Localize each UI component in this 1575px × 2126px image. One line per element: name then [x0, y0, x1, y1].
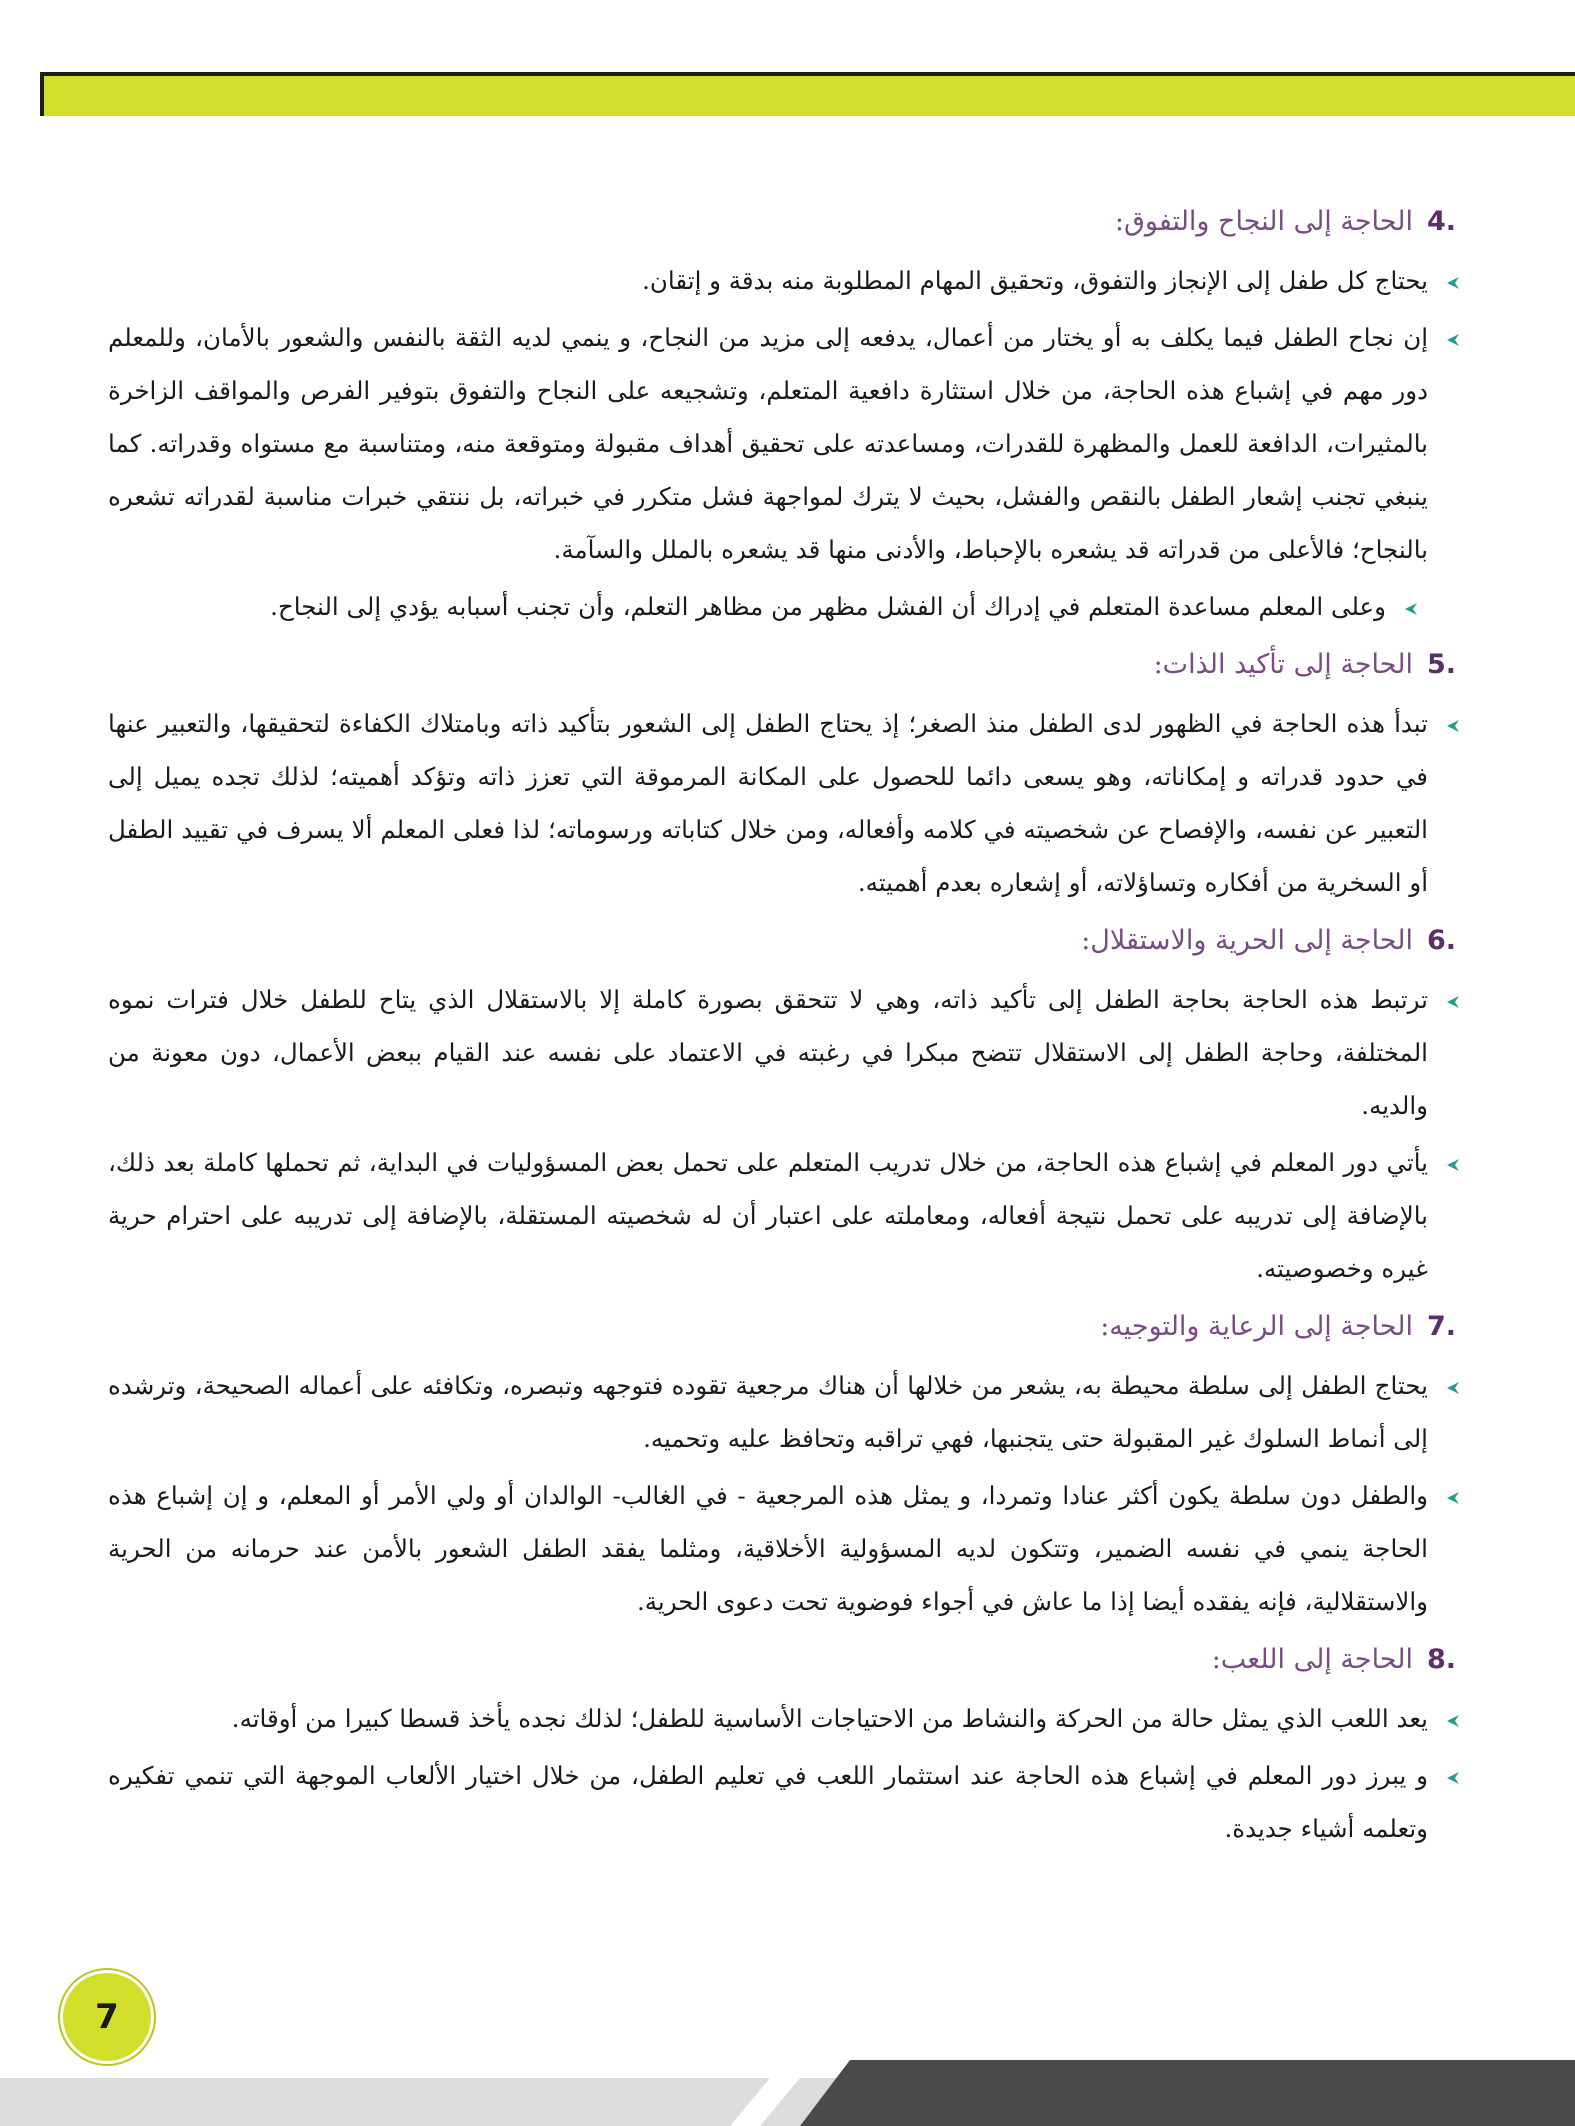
bullet-list: [108, 1359, 1468, 1628]
bullet-marker-icon: [1446, 1714, 1460, 1728]
section-title: الحاجة إلى تأكيد الذات:: [1153, 649, 1413, 680]
footer-decoration: [0, 2060, 1575, 2126]
section-title: الحاجة إلى النجاح والتفوق:: [1114, 206, 1413, 237]
bullet-item: [108, 1469, 1468, 1628]
bullet-marker-icon: [1446, 1381, 1460, 1395]
bullet-item: [108, 580, 1468, 633]
section-title: الحاجة إلى الحرية والاستقلال:: [1081, 925, 1413, 956]
section-title: الحاجة إلى الرعاية والتوجيه:: [1100, 1311, 1413, 1342]
bullet-item: [108, 973, 1468, 1132]
bullet-marker-icon: [1446, 333, 1460, 347]
bullet-marker-icon: [1446, 995, 1460, 1009]
section-title: الحاجة إلى اللعب:: [1211, 1644, 1413, 1675]
bullet-text: إن نجاح الطفل فيما يكلف به أو يختار من أعمال، يدفعه إلى مزيد من النجاح، و ينمي لديه الثقة بالنفس والشعور بالأمان، وللمعلم دور مهم في إشباع هذه الحاجة، من خلال استثارة دافعية المتعلم، وتشجيعه على النجاح والتفوق بتوفير الفرص والمواقف الزاخرة بالمثيرات، الدافعة للعمل والمظهرة للقدرات، ومساعدته على تحقيق أهداف مقبولة ومتوقعة منه، ومتناسبة مع مستواه وقدراته. كما ينبغي تجنب إشعار الطفل بالنقص والفشل، بحيث لا يترك لمواجهة فشل متكرر في خبراته، بل ننتقي خبرات مناسبة لقدراته تشعره بالنجاح؛ فالأعلى من قدراته قد يشعره بالإحباط، والأدنى منها قد يشعره بالملل والسآمة.: [108, 323, 1428, 564]
section-number: 7.: [1426, 1311, 1456, 1342]
bullet-marker-icon: [1404, 602, 1418, 616]
section-heading: [108, 198, 1468, 246]
bullet-item: [108, 311, 1468, 576]
bullet-item: [108, 1692, 1468, 1745]
bullet-text: ترتبط هذه الحاجة بحاجة الطفل إلى تأكيد ذاته، وهي لا تتحقق بصورة كاملة إلا بالاستقلال الذي يتاح للطفل خلال فترات نموه المختلفة، وحاجة الطفل إلى الاستقلال تتضح مبكرا في رغبته في الاعتماد على نفسه عند القيام ببعض الأعمال، دون معونة من والديه.: [108, 985, 1428, 1120]
bullet-list: [108, 1692, 1468, 1855]
bullet-marker-icon: [1446, 276, 1460, 290]
section-number: 5.: [1426, 649, 1456, 680]
bullet-list: [108, 697, 1468, 909]
bullet-item: [108, 1359, 1468, 1465]
bullet-text: وعلى المعلم مساعدة المتعلم في إدراك أن الفشل مظهر من مظاهر التعلم، وأن تجنب أسبابه يؤدي إلى النجاح.: [270, 592, 1386, 621]
bullet-marker-icon: [1446, 1158, 1460, 1172]
bullet-item: [108, 1136, 1468, 1295]
top-accent-bar: [40, 72, 1575, 116]
bullet-item: [108, 697, 1468, 909]
bullet-text: يحتاج الطفل إلى سلطة محيطة به، يشعر من خلالها أن هناك مرجعية تقوده فتوجهه وتبصره، وتكافئه على أعماله الصحيحة، وترشده إلى أنماط السلوك غير المقبولة حتى يتجنبها، فهي تراقبه وتحافظ عليه وتحميه.: [108, 1371, 1428, 1453]
bullet-marker-icon: [1446, 1771, 1460, 1785]
page-content: [108, 198, 1468, 1863]
bullet-list: [108, 973, 1468, 1295]
page-number-badge: 7: [60, 1970, 154, 2064]
section-number: 6.: [1426, 925, 1456, 956]
section-heading: [108, 1303, 1468, 1351]
bullet-text: يحتاج كل طفل إلى الإنجاز والتفوق، وتحقيق المهام المطلوبة منه بدقة و إتقان.: [642, 266, 1428, 295]
section-heading: [108, 641, 1468, 689]
section-number: 8.: [1426, 1644, 1456, 1675]
bullet-text: يأتي دور المعلم في إشباع هذه الحاجة، من خلال تدريب المتعلم على تحمل بعض المسؤوليات في البداية، ثم تحملها كاملة بعد ذلك، بالإضافة إلى تدريبه على تحمل نتيجة أفعاله، ومعاملته على اعتبار أن له شخصيته المستقلة، بالإضافة إلى تدريبه على احترام حرية غيره وخصوصيته.: [108, 1148, 1428, 1283]
bullet-marker-icon: [1446, 719, 1460, 733]
bullet-text: يعد اللعب الذي يمثل حالة من الحركة والنشاط من الاحتياجات الأساسية للطفل؛ لذلك نجده يأخذ قسطا كبيرا من أوقاته.: [231, 1704, 1428, 1733]
section-heading: [108, 1636, 1468, 1684]
bullet-text: تبدأ هذه الحاجة في الظهور لدى الطفل منذ الصغر؛ إذ يحتاج الطفل إلى الشعور بتأكيد ذاته وبامتلاك الكفاءة لتحقيقها، والتعبير عنها في حدود قدراته و إمكاناته، وهو يسعى دائما للحصول على المكانة المرموقة التي تعزز ذاته وتؤكد أهميته؛ لذلك تجده يميل إلى التعبير عن نفسه، والإفصاح عن شخصيته في كلامه وأفعاله، ومن خلال كتاباته ورسوماته؛ لذا فعلى المعلم ألا يسرف في تقييد الطفل أو السخرية من أفكاره وتساؤلاته، أو إشعاره بعدم أهميته.: [108, 709, 1428, 897]
section-number: 4.: [1426, 206, 1456, 237]
section-heading: [108, 917, 1468, 965]
bullet-list: [108, 254, 1468, 633]
bullet-item: [108, 1749, 1468, 1855]
bullet-text: و يبرز دور المعلم في إشباع هذه الحاجة عند استثمار اللعب في تعليم الطفل، من خلال اختيار الألعاب الموجهة التي تنمي تفكيره وتعلمه أشياء جديدة.: [108, 1761, 1428, 1843]
bullet-item: [108, 254, 1468, 307]
bullet-marker-icon: [1446, 1491, 1460, 1505]
bullet-text: والطفل دون سلطة يكون أكثر عنادا وتمردا، و يمثل هذه المرجعية - في الغالب- الوالدان أو ولي الأمر أو المعلم، و إن إشباع هذه الحاجة ينمي في نفسه الضمير، وتتكون لديه المسؤولية الأخلاقية، ومثلما يفقد الطفل الشعور بالأمن عند حرمانه من الحرية والاستقلالية، فإنه يفقده أيضا إذا ما عاش في أجواء فوضوية تحت دعوى الحرية.: [108, 1481, 1428, 1616]
